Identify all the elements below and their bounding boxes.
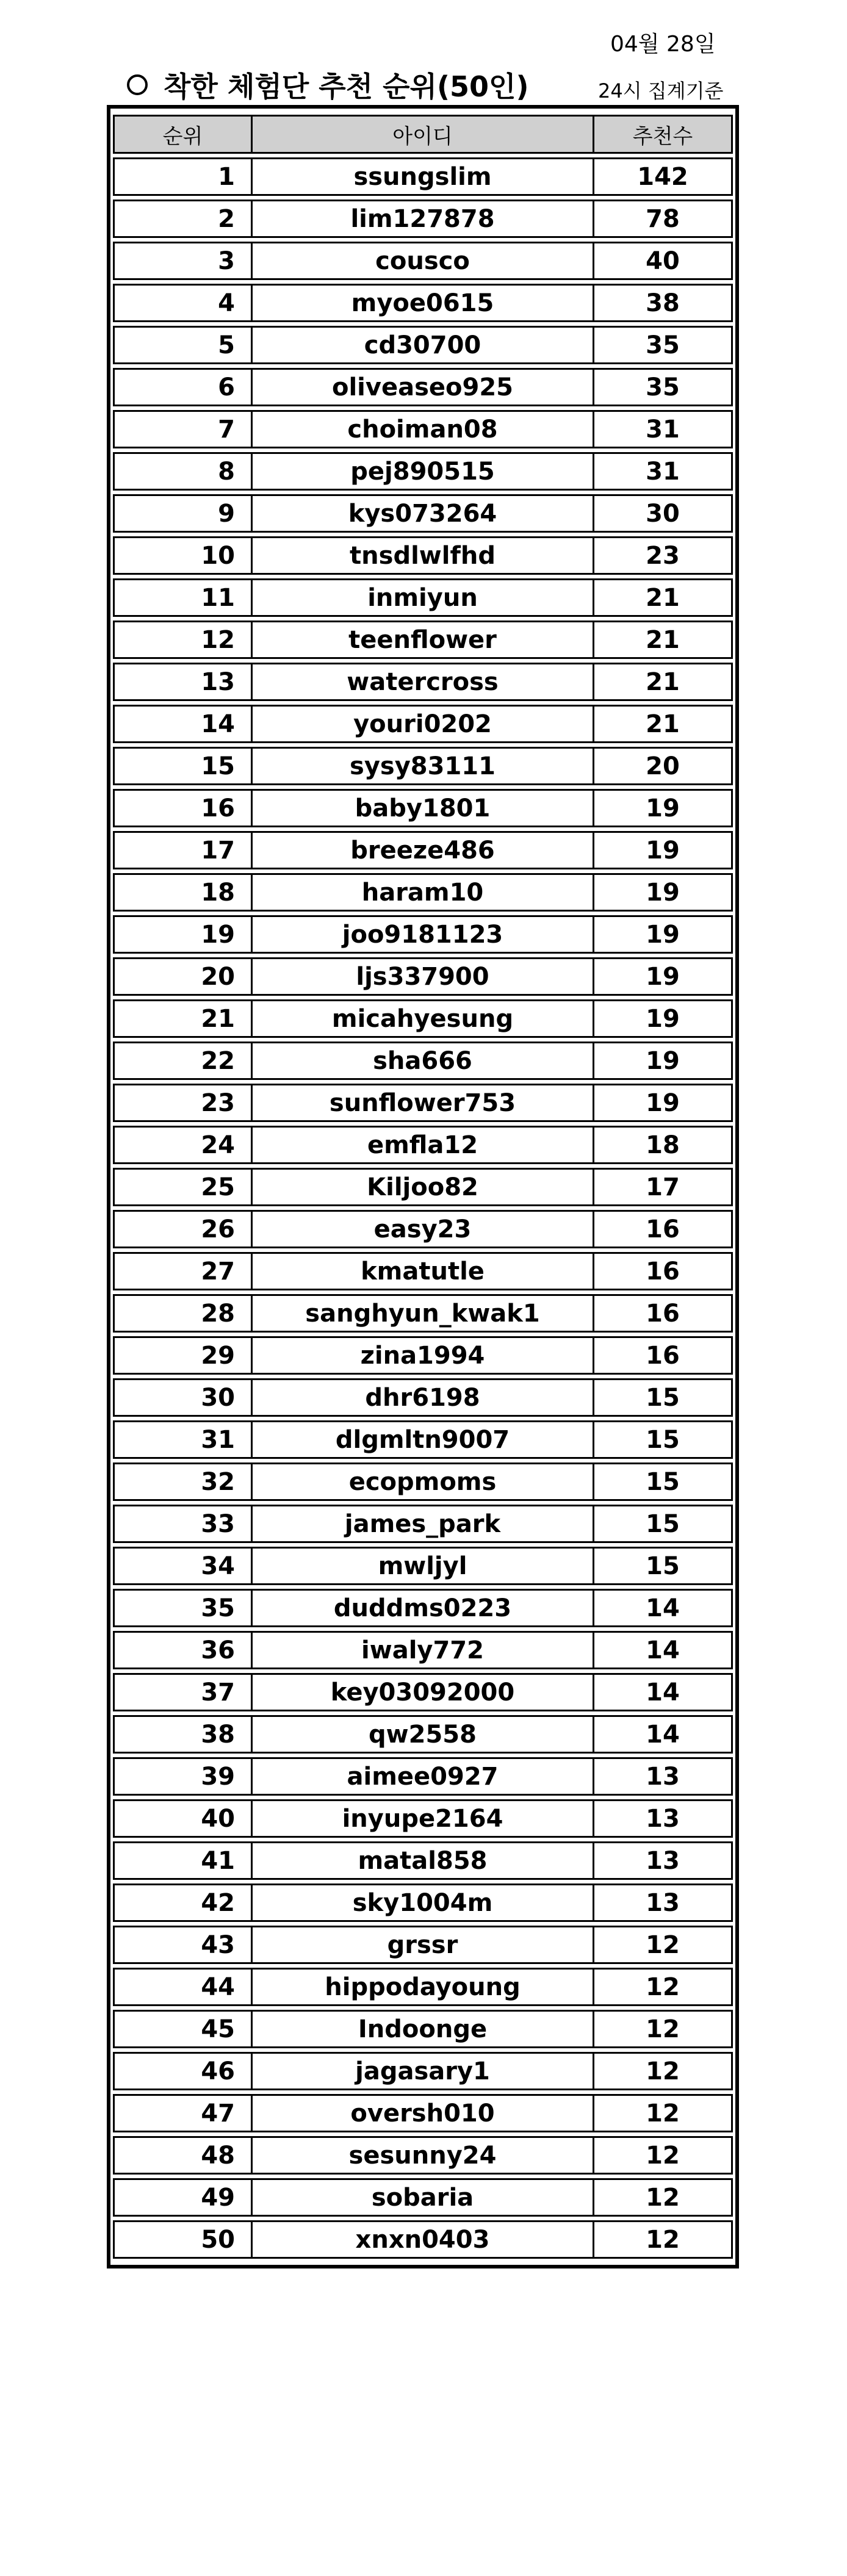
table-row: [113, 1042, 733, 1080]
table-row: [113, 368, 733, 406]
rank-cell: 34: [113, 1547, 251, 1585]
rank-cell: 39: [113, 1757, 251, 1796]
user-id-cell: joo9181123: [251, 915, 593, 954]
rank-cell: 25: [113, 1168, 251, 1206]
rank-cell: 42: [113, 1883, 251, 1922]
rank-cell: 35: [113, 1589, 251, 1627]
user-id-cell: ljs337900: [251, 957, 593, 996]
user-id-cell: qw2558: [251, 1715, 593, 1754]
page-title-text: 착한 체험단 추천 순위(50인): [164, 70, 529, 103]
recommend-count-cell: 12: [593, 1968, 733, 2006]
table-row: [113, 1420, 733, 1459]
rank-cell: 10: [113, 536, 251, 575]
rank-cell: 27: [113, 1252, 251, 1290]
recommend-count-cell: 16: [593, 1336, 733, 1375]
table-row: [113, 1883, 733, 1922]
table-row: [113, 2178, 733, 2217]
table-row: [113, 789, 733, 827]
recommend-count-cell: 19: [593, 999, 733, 1038]
rank-cell: 2: [113, 200, 251, 238]
table-row: [113, 494, 733, 533]
rank-cell: 11: [113, 578, 251, 617]
user-id-cell: cousco: [251, 242, 593, 280]
recommend-count-cell: 35: [593, 326, 733, 364]
recommend-count-cell: 38: [593, 284, 733, 322]
rank-cell: 49: [113, 2178, 251, 2217]
table-row: [113, 1168, 733, 1206]
table-row: [113, 1926, 733, 1964]
rank-cell: 1: [113, 157, 251, 196]
user-id-cell: xnxn0403: [251, 2220, 593, 2259]
column-header-id: 아이디: [251, 115, 593, 154]
rank-cell: 44: [113, 1968, 251, 2006]
user-id-cell: sunflower753: [251, 1084, 593, 1122]
table-row: [113, 1673, 733, 1711]
rank-cell: 28: [113, 1294, 251, 1333]
recommend-count-cell: 17: [593, 1168, 733, 1206]
rank-cell: 16: [113, 789, 251, 827]
recommend-count-cell: 15: [593, 1462, 733, 1501]
user-id-cell: hippodayoung: [251, 1968, 593, 2006]
recommend-count-cell: 31: [593, 452, 733, 491]
recommend-count-cell: 78: [593, 200, 733, 238]
recommend-count-cell: 14: [593, 1715, 733, 1754]
recommend-count-cell: 21: [593, 578, 733, 617]
rank-cell: 45: [113, 2010, 251, 2048]
user-id-cell: sysy83111: [251, 747, 593, 785]
user-id-cell: oliveaseo925: [251, 368, 593, 406]
rank-cell: 33: [113, 1505, 251, 1543]
rank-cell: 37: [113, 1673, 251, 1711]
recommend-count-cell: 19: [593, 873, 733, 912]
user-id-cell: sesunny24: [251, 2136, 593, 2175]
rank-cell: 30: [113, 1378, 251, 1417]
user-id-cell: james_park: [251, 1505, 593, 1543]
user-id-cell: lim127878: [251, 200, 593, 238]
rank-cell: 6: [113, 368, 251, 406]
rank-cell: 17: [113, 831, 251, 869]
user-id-cell: Indoonge: [251, 2010, 593, 2048]
user-id-cell: dlgmltn9007: [251, 1420, 593, 1459]
rank-cell: 26: [113, 1210, 251, 1248]
table-row: [113, 2094, 733, 2132]
table-row: [113, 1126, 733, 1164]
rank-cell: 5: [113, 326, 251, 364]
user-id-cell: jagasary1: [251, 2052, 593, 2090]
user-id-cell: baby1801: [251, 789, 593, 827]
column-header-count: 추천수: [593, 115, 733, 154]
table-row: [113, 1336, 733, 1375]
table-row: [113, 578, 733, 617]
table-row: [113, 999, 733, 1038]
recommend-count-cell: 35: [593, 368, 733, 406]
user-id-cell: oversh010: [251, 2094, 593, 2132]
table-row: [113, 873, 733, 912]
user-id-cell: teenflower: [251, 621, 593, 659]
table-row: [113, 1378, 733, 1417]
table-row: [113, 1799, 733, 1838]
user-id-cell: watercross: [251, 663, 593, 701]
recommend-count-cell: 16: [593, 1294, 733, 1333]
recommend-count-cell: 12: [593, 2052, 733, 2090]
user-id-cell: mwljyl: [251, 1547, 593, 1585]
rank-cell: 24: [113, 1126, 251, 1164]
user-id-cell: zina1994: [251, 1336, 593, 1375]
rank-cell: 20: [113, 957, 251, 996]
tally-basis-label: 24시 집계기준: [598, 79, 724, 103]
recommend-count-cell: 31: [593, 410, 733, 448]
recommend-count-cell: 13: [593, 1883, 733, 1922]
circle-bullet-icon: [127, 74, 148, 95]
table-row: [113, 452, 733, 491]
user-id-cell: sobaria: [251, 2178, 593, 2217]
rank-cell: 40: [113, 1799, 251, 1838]
recommend-count-cell: 19: [593, 831, 733, 869]
table-row: [113, 1547, 733, 1585]
table-row: [113, 536, 733, 575]
recommend-count-cell: 19: [593, 1084, 733, 1122]
user-id-cell: kmatutle: [251, 1252, 593, 1290]
table-row: [113, 663, 733, 701]
user-id-cell: kys073264: [251, 494, 593, 533]
user-id-cell: inmiyun: [251, 578, 593, 617]
table-row: [113, 1631, 733, 1669]
rank-cell: 31: [113, 1420, 251, 1459]
table-row: [113, 705, 733, 743]
table-header-row: [113, 115, 733, 154]
rank-cell: 14: [113, 705, 251, 743]
user-id-cell: ecopmoms: [251, 1462, 593, 1501]
user-id-cell: sanghyun_kwak1: [251, 1294, 593, 1333]
recommend-count-cell: 18: [593, 1126, 733, 1164]
user-id-cell: aimee0927: [251, 1757, 593, 1796]
recommend-count-cell: 16: [593, 1252, 733, 1290]
table-row: [113, 2136, 733, 2175]
user-id-cell: haram10: [251, 873, 593, 912]
recommend-count-cell: 12: [593, 1926, 733, 1964]
recommend-count-cell: 12: [593, 2220, 733, 2259]
table-row: [113, 1715, 733, 1754]
table-row: [113, 1210, 733, 1248]
recommend-count-cell: 15: [593, 1505, 733, 1543]
recommend-count-cell: 14: [593, 1589, 733, 1627]
table-body: [113, 157, 733, 2259]
rank-cell: 36: [113, 1631, 251, 1669]
table-row: [113, 621, 733, 659]
user-id-cell: breeze486: [251, 831, 593, 869]
recommend-count-cell: 19: [593, 957, 733, 996]
rank-cell: 13: [113, 663, 251, 701]
rank-cell: 19: [113, 915, 251, 954]
table-row: [113, 1968, 733, 2006]
rank-cell: 46: [113, 2052, 251, 2090]
recommend-count-cell: 23: [593, 536, 733, 575]
user-id-cell: duddms0223: [251, 1589, 593, 1627]
user-id-cell: inyupe2164: [251, 1799, 593, 1838]
table-row: [113, 326, 733, 364]
rank-cell: 50: [113, 2220, 251, 2259]
ranking-table-container: [107, 105, 739, 2268]
rank-cell: 38: [113, 1715, 251, 1754]
date-label: 04월 28일: [610, 32, 716, 57]
table-row: [113, 1084, 733, 1122]
rank-cell: 18: [113, 873, 251, 912]
user-id-cell: pej890515: [251, 452, 593, 491]
recommend-count-cell: 14: [593, 1673, 733, 1711]
rank-cell: 3: [113, 242, 251, 280]
table-row: [113, 1841, 733, 1880]
rank-cell: 48: [113, 2136, 251, 2175]
recommend-count-cell: 142: [593, 157, 733, 196]
table-row: [113, 410, 733, 448]
table-row: [113, 2010, 733, 2048]
recommend-count-cell: 15: [593, 1547, 733, 1585]
table-row: [113, 957, 733, 996]
rank-cell: 21: [113, 999, 251, 1038]
recommend-count-cell: 12: [593, 2010, 733, 2048]
user-id-cell: dhr6198: [251, 1378, 593, 1417]
table-row: [113, 284, 733, 322]
user-id-cell: key03092000: [251, 1673, 593, 1711]
recommend-count-cell: 30: [593, 494, 733, 533]
user-id-cell: choiman08: [251, 410, 593, 448]
rank-cell: 43: [113, 1926, 251, 1964]
user-id-cell: Kiljoo82: [251, 1168, 593, 1206]
user-id-cell: cd30700: [251, 326, 593, 364]
user-id-cell: sha666: [251, 1042, 593, 1080]
recommend-count-cell: 20: [593, 747, 733, 785]
rank-cell: 8: [113, 452, 251, 491]
recommend-count-cell: 13: [593, 1799, 733, 1838]
rank-cell: 29: [113, 1336, 251, 1375]
recommend-count-cell: 21: [593, 621, 733, 659]
recommend-count-cell: 19: [593, 1042, 733, 1080]
table-row: [113, 747, 733, 785]
rank-cell: 15: [113, 747, 251, 785]
rank-cell: 4: [113, 284, 251, 322]
recommend-count-cell: 12: [593, 2178, 733, 2217]
rank-cell: 41: [113, 1841, 251, 1880]
recommend-count-cell: 12: [593, 2136, 733, 2175]
rank-cell: 23: [113, 1084, 251, 1122]
user-id-cell: myoe0615: [251, 284, 593, 322]
recommend-count-cell: 19: [593, 915, 733, 954]
recommend-count-cell: 12: [593, 2094, 733, 2132]
table-row: [113, 1589, 733, 1627]
table-row: [113, 2052, 733, 2090]
table-row: [113, 242, 733, 280]
user-id-cell: sky1004m: [251, 1883, 593, 1922]
table-row: [113, 157, 733, 196]
recommend-count-cell: 15: [593, 1378, 733, 1417]
recommend-count-cell: 21: [593, 705, 733, 743]
rank-cell: 9: [113, 494, 251, 533]
page-title: [127, 65, 528, 105]
recommend-count-cell: 13: [593, 1757, 733, 1796]
user-id-cell: iwaly772: [251, 1631, 593, 1669]
rank-cell: 22: [113, 1042, 251, 1080]
user-id-cell: matal858: [251, 1841, 593, 1880]
table-row: [113, 1294, 733, 1333]
user-id-cell: youri0202: [251, 705, 593, 743]
rank-cell: 7: [113, 410, 251, 448]
recommend-count-cell: 16: [593, 1210, 733, 1248]
column-header-rank: 순위: [113, 115, 251, 154]
table-row: [113, 1505, 733, 1543]
rank-cell: 32: [113, 1462, 251, 1501]
table-row: [113, 831, 733, 869]
user-id-cell: easy23: [251, 1210, 593, 1248]
recommend-count-cell: 21: [593, 663, 733, 701]
table-row: [113, 1462, 733, 1501]
recommend-count-cell: 19: [593, 789, 733, 827]
recommend-count-cell: 15: [593, 1420, 733, 1459]
table-row: [113, 2220, 733, 2259]
user-id-cell: emfla12: [251, 1126, 593, 1164]
table-row: [113, 1252, 733, 1290]
recommend-count-cell: 14: [593, 1631, 733, 1669]
user-id-cell: tnsdlwlfhd: [251, 536, 593, 575]
user-id-cell: grssr: [251, 1926, 593, 1964]
rank-cell: 12: [113, 621, 251, 659]
recommend-count-cell: 40: [593, 242, 733, 280]
recommend-count-cell: 13: [593, 1841, 733, 1880]
user-id-cell: micahyesung: [251, 999, 593, 1038]
table-row: [113, 1757, 733, 1796]
rank-cell: 47: [113, 2094, 251, 2132]
table-row: [113, 200, 733, 238]
ranking-table: [113, 111, 733, 2262]
user-id-cell: ssungslim: [251, 157, 593, 196]
table-row: [113, 915, 733, 954]
